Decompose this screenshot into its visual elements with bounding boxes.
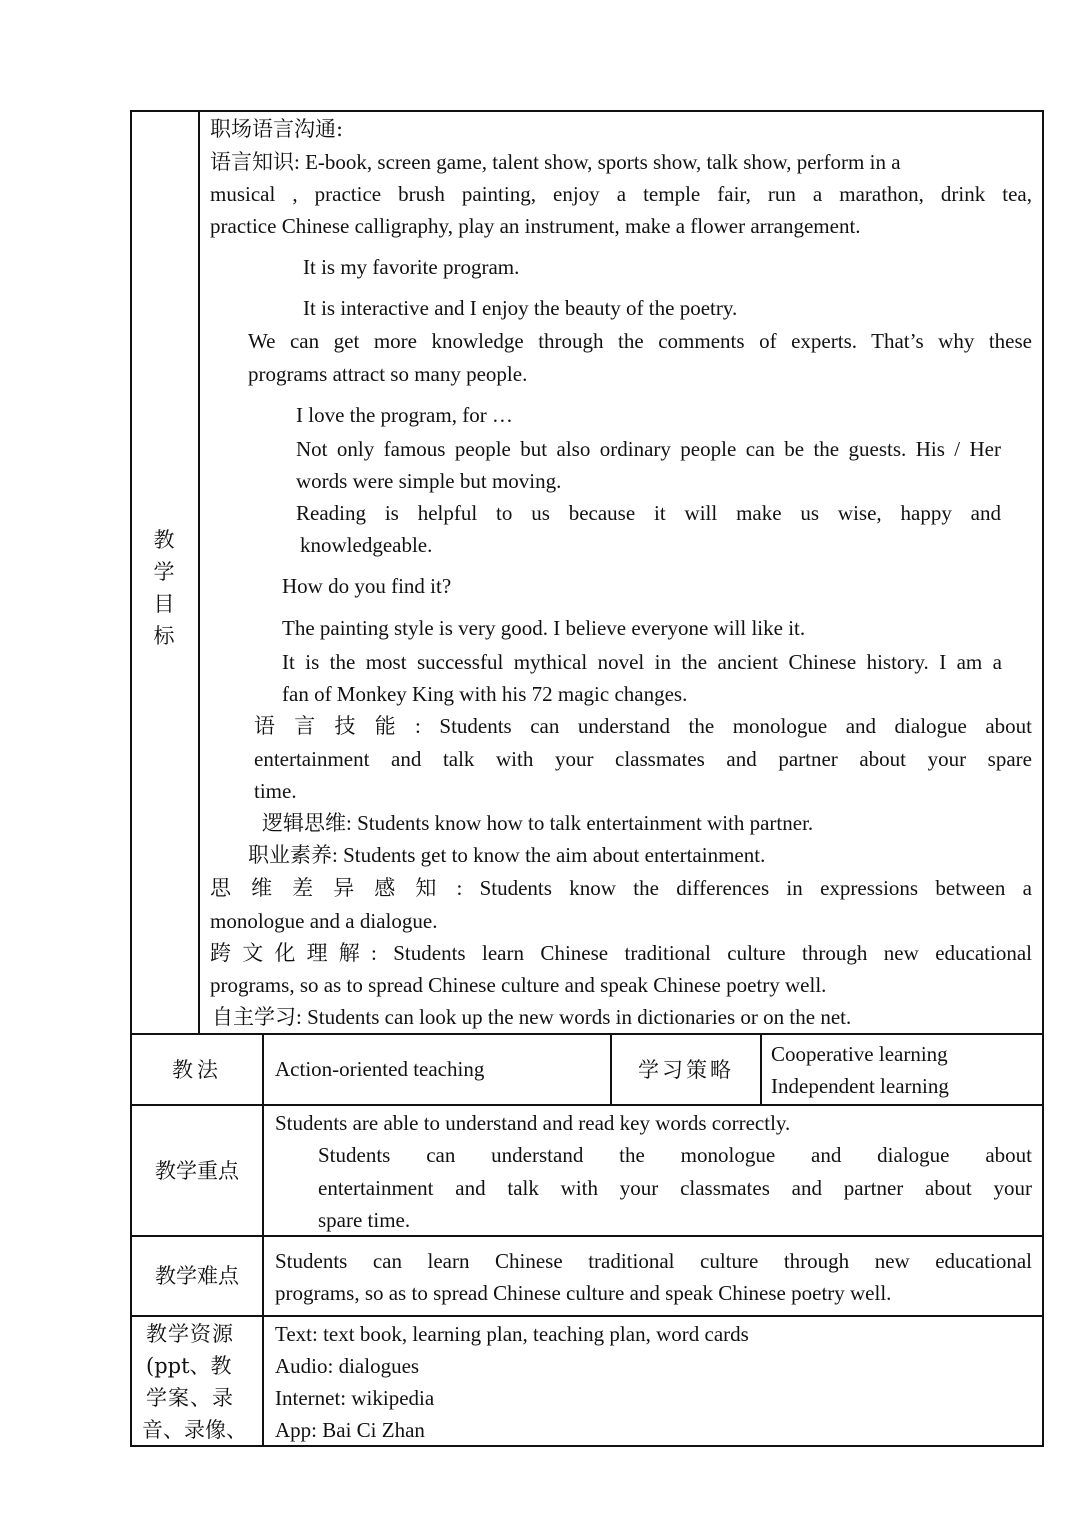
teaching-method-label: 教法 bbox=[172, 1057, 222, 1082]
objectives-label-char: 教 bbox=[153, 528, 175, 552]
resources-label-line3: 学案、录 bbox=[146, 1386, 234, 1410]
objectives-label-char: 目 bbox=[153, 592, 175, 616]
sentence-favorite-program: It is my favorite program. bbox=[303, 255, 520, 279]
language-knowledge-line2: musical , practice brush painting, enjoy a temple fair, run a marathon, drink tea, bbox=[210, 182, 1032, 206]
language-skills-line3: time. bbox=[254, 779, 297, 803]
thinking-difference-line1 bbox=[210, 872, 1032, 904]
difficulties-line1: Students can learn Chinese traditional culture through new educational bbox=[275, 1249, 1032, 1273]
thinking-difference-label: 思维差异感知 bbox=[210, 876, 457, 900]
objectives-label-divider bbox=[198, 110, 200, 1034]
cross-culture-text: : Students learn Chinese traditional culture through new educational bbox=[370, 941, 1033, 965]
resources-label-line2: (ppt、教 bbox=[146, 1354, 232, 1378]
sentence-knowledge-line1: We can get more knowledge through the comments of experts. That’s why these bbox=[248, 329, 1032, 353]
key-points-label: 教学重点 bbox=[155, 1158, 239, 1183]
professional-quality-line bbox=[248, 839, 765, 871]
language-skills-line1 bbox=[254, 710, 1032, 742]
thinking-difference-line2: monologue and a dialogue. bbox=[210, 909, 438, 933]
row-divider-keypoints bbox=[130, 1235, 1044, 1237]
key-points-line2: Students can understand the monologue and dialogue about bbox=[318, 1143, 1032, 1167]
sentence-reading-line1: Reading is helpful to us because it will make us wise, happy and bbox=[296, 501, 1001, 525]
sentence-novel-line2: fan of Monkey King with his 72 magic changes. bbox=[282, 682, 688, 706]
learning-strategy-independent: Independent learning bbox=[771, 1074, 949, 1098]
row-divider-objectives bbox=[130, 1033, 1044, 1035]
sentence-reading-line2: knowledgeable. bbox=[300, 533, 433, 557]
sentence-interactive: It is interactive and I enjoy the beauty of the poetry. bbox=[303, 296, 738, 320]
language-knowledge-label: 语言知识 bbox=[210, 150, 294, 174]
self-study-line bbox=[212, 1001, 851, 1033]
sentence-novel-line1: It is the most successful mythical novel in the ancient Chinese history. I am a bbox=[282, 650, 1002, 674]
logical-thinking-label: 逻辑思维 bbox=[262, 811, 346, 835]
resources-label-line4: 音、录像、 bbox=[142, 1418, 247, 1442]
self-study-text: : Students can look up the new words in dictionaries or on the net. bbox=[296, 1005, 852, 1029]
key-points-line3: entertainment and talk with your classmates and partner about your bbox=[318, 1176, 1032, 1200]
thinking-difference-text: : Students know the differences in expressions between a bbox=[456, 876, 1032, 900]
self-study-label: 自主学习 bbox=[212, 1005, 296, 1029]
sentence-love-program: I love the program, for … bbox=[296, 403, 513, 427]
methods-divider-b bbox=[760, 1033, 762, 1105]
teaching-method-value: Action-oriented teaching bbox=[275, 1057, 485, 1081]
workplace-heading: 职场语言沟通: bbox=[210, 117, 344, 141]
resources-audio: Audio: dialogues bbox=[275, 1354, 420, 1378]
key-points-line1: Students are able to understand and read key words correctly. bbox=[275, 1111, 791, 1135]
professional-quality-text: : Students get to know the aim about entertainment. bbox=[332, 843, 766, 867]
key-points-line4: spare time. bbox=[318, 1208, 411, 1232]
sentence-guests-line1: Not only famous people but also ordinary people can be the guests. His / Her bbox=[296, 437, 1001, 461]
objectives-label-char: 标 bbox=[153, 624, 175, 648]
learning-strategy-cooperative: Cooperative learning bbox=[771, 1042, 948, 1066]
difficulties-label: 教学难点 bbox=[155, 1264, 239, 1288]
difficulties-line2: programs, so as to spread Chinese culture and speak Chinese poetry well. bbox=[275, 1281, 892, 1305]
sentence-find-it: How do you find it? bbox=[282, 574, 452, 598]
learning-strategy-label: 学习策略 bbox=[638, 1057, 734, 1082]
sentence-knowledge-line2: programs attract so many people. bbox=[248, 362, 528, 386]
language-knowledge-text: : E-book, screen game, talent show, sports show, talk show, perform in a bbox=[294, 150, 901, 174]
language-knowledge-line3: practice Chinese calligraphy, play an instrument, make a flower arrangement. bbox=[210, 214, 861, 238]
row-divider-methods bbox=[130, 1104, 1044, 1106]
language-skills-text: : Students can understand the monologue and dialogue about bbox=[415, 714, 1033, 738]
logical-thinking-line bbox=[262, 807, 813, 839]
cross-culture-label: 跨文化理解 bbox=[210, 941, 371, 965]
resources-label-line1: 教学资源 bbox=[146, 1322, 234, 1346]
professional-quality-label: 职业素养 bbox=[248, 843, 332, 867]
resources-text: Text: text book, learning plan, teaching plan, word cards bbox=[275, 1322, 749, 1346]
sentence-painting-style: The painting style is very good. I believe everyone will like it. bbox=[282, 616, 806, 640]
objectives-label-char: 学 bbox=[153, 560, 175, 584]
cross-culture-line1 bbox=[210, 937, 1032, 969]
row-divider-difficulties bbox=[130, 1315, 1044, 1317]
cross-culture-line2: programs, so as to spread Chinese culture and speak Chinese poetry well. bbox=[210, 973, 827, 997]
language-skills-label: 语言技能 bbox=[254, 714, 416, 738]
label-column-divider bbox=[262, 1033, 264, 1447]
language-skills-line2: entertainment and talk with your classmates and partner about your spare bbox=[254, 747, 1032, 771]
resources-app: App: Bai Ci Zhan bbox=[275, 1418, 425, 1442]
sentence-guests-line2: words were simple but moving. bbox=[296, 469, 562, 493]
logical-thinking-text: : Students know how to talk entertainment with partner. bbox=[346, 811, 814, 835]
language-knowledge-line1 bbox=[210, 146, 1032, 178]
resources-internet: Internet: wikipedia bbox=[275, 1386, 435, 1410]
